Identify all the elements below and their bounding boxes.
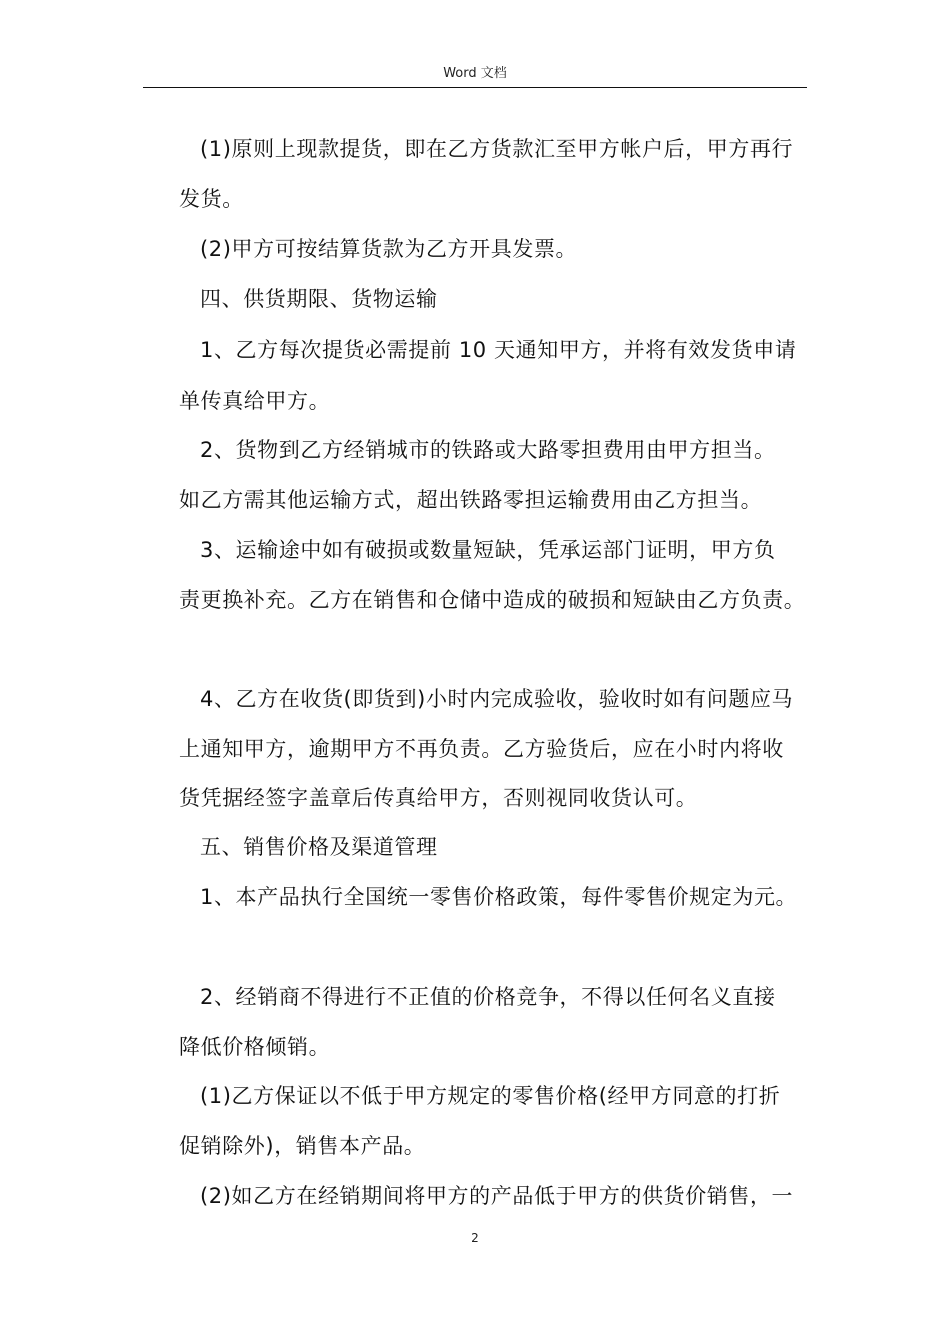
paragraph-line: 单传真给甲方。 xyxy=(179,389,331,413)
paragraph-line: 1、本产品执行全国统一零售价格政策，每件零售价规定为元。 xyxy=(200,885,798,909)
paragraph-line: 发货。 xyxy=(179,187,244,211)
paragraph-line: 1、乙方每次提货必需提前 10 天通知甲方，并将有效发货申请 xyxy=(200,338,797,362)
paragraph-line: 促销除外)，销售本产品。 xyxy=(179,1134,426,1158)
paragraph-line: 上通知甲方，逾期甲方不再负责。乙方验货后，应在小时内将收 xyxy=(179,737,784,761)
paragraph-line: 降低价格倾销。 xyxy=(179,1035,331,1059)
paragraph-line: 4、乙方在收货(即货到)小时内完成验收，验收时如有问题应马 xyxy=(200,687,794,711)
paragraph-line: (1)原则上现款提货，即在乙方货款汇至甲方帐户后，甲方再行 xyxy=(200,137,794,161)
section-heading: 四、供货期限、货物运输 xyxy=(200,287,438,311)
paragraph-line: 2、货物到乙方经销城市的铁路或大路零担费用由甲方担当。 xyxy=(200,438,776,462)
header-rule xyxy=(143,87,807,88)
paragraph-line: 货凭据经签字盖章后传真给甲方，否则视同收货认可。 xyxy=(179,786,698,810)
page-number: 2 xyxy=(471,1231,479,1245)
section-heading: 五、销售价格及渠道管理 xyxy=(200,835,438,859)
paragraph-line: (2)如乙方在经销期间将甲方的产品低于甲方的供货价销售，一 xyxy=(200,1184,794,1208)
paragraph-line: (2)甲方可按结算货款为乙方开具发票。 xyxy=(200,237,578,261)
paragraph-line: 3、运输途中如有破损或数量短缺，凭承运部门证明，甲方负 xyxy=(200,538,776,562)
paragraph-line: 如乙方需其他运输方式，超出铁路零担运输费用由乙方担当。 xyxy=(179,488,763,512)
paragraph-line: 责更换补充。乙方在销售和仓储中造成的破损和短缺由乙方负责。 xyxy=(179,588,806,612)
page-header: Word 文档 xyxy=(443,66,507,81)
paragraph-line: 2、经销商不得进行不正值的价格竞争，不得以任何名义直接 xyxy=(200,985,776,1009)
paragraph-line: (1)乙方保证以不低于甲方规定的零售价格(经甲方同意的打折 xyxy=(200,1084,781,1108)
